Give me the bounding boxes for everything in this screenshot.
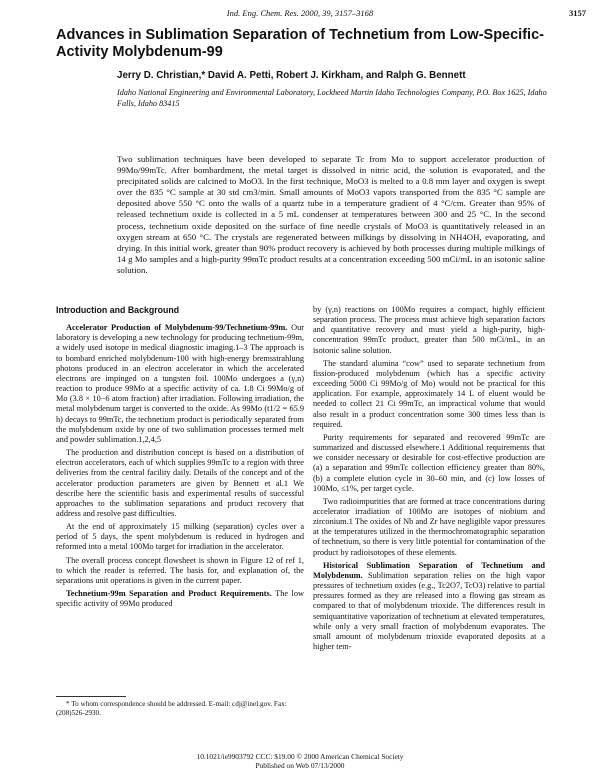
left-column [56, 305, 304, 612]
paragraph: Purity requirements for separated and recovered 99mTc are summarized and discussed elsewhere.1 Additional requirements that we consider necessary or desirable for cost-effective production are (a) a separation and 99mTc collection efficiency greater than 80%, (b) a complete elution cycle in 30–60 min, and (c) low losses of 100Mo, ≤1%, per target cycle. [313, 432, 545, 493]
paragraph: At the end of approximately 15 milking (separation) cycles over a period of 5 days, the spent molybdenum is reduced in hydrogen and reformed into a metal 100Mo target for irradiation in the accelerator. [56, 522, 304, 552]
paragraph: The standard alumina “cow” used to separate technetium from fission-produced molybdenum (which has a specific activity exceeding 5000 Ci 99Mo/g of Mo) would not be practical for this application. For example, approximately 14 L of eluent would be needed to collect 21 Ci 99mTc, an impractical volume that would also result in a product concentration some 300 times less than is required. [313, 358, 545, 429]
page-number: 3157 [569, 8, 586, 18]
paragraph-text: The low specific activity of 99Mo produced [56, 589, 304, 609]
paragraph: The production and distribution concept is based on a distribution of electron accelerators, each of which supplies 99mTc to a region with three deliveries from the central facility daily. Details of the concept and of the accelerator production parameters are given by Bennett et al.1 We describe here the scientific basis and experimental results of successful approaches to the sublimation separations and product recovery that address and resolve past difficulties. [56, 448, 304, 518]
publication-date: Published on Web 07/13/2000 [255, 761, 345, 770]
section-heading: Introduction and Background [56, 305, 180, 315]
article-title: Advances in Sublimation Separation of Technetium from Low-Specific-Activity Molybdenum-99 [56, 27, 544, 60]
footnote-divider [56, 696, 126, 697]
paragraph: by (γ,n) reactions on 100Mo requires a compact, highly efficient separation process. The process must achieve high separation factors and quantitative recovery and must yield a high-purity, high-concentration 99mTc product, greater than 500 mCi/mL, in an isotonic saline solution. [313, 305, 545, 355]
abstract: Two sublimation techniques have been developed to separate Tc from Mo to support accelerator production of 99Mo/99mTc. After bombardment, the metal target is dissolved in nitric acid, the solution is evaporated, and the precipitated solids are calcined to MoO3. In the first technique, MoO3 is melted to a 0.8 mm layer and oxygen is swept over the 835 °C sample at 30 std cm3/min. Small amounts of MoO3 vapors transported from the 835 °C sample are deposited above 550 °C onto the walls of a quartz tube in a temperature gradient of 4 °C/cm. Greater than 95% of released technetium oxide is collected in a 5 mL condenser at temperatures between 300 and 25 °C. In the second process, technetium oxide deposited on the surface of fine needle crystals of MoO3 is quantitatively released in an oxygen stream at 650 °C. The crystals are regenerated between milkings by dissolving in NH4OH, evaporating, and drying. In this initial work, greater than 90% product recovery is achieved by both processes during multiple milkings of 14 g Mo samples and a high-purity 99mTc product results at a concentration exceeding 500 mCi/mL in an isotonic saline solution. [117, 154, 545, 275]
run-in-heading: Accelerator Production of Molybdenum-99/Technetium-99m. [66, 323, 288, 333]
paragraph [313, 561, 545, 652]
paragraph: The overall process concept flowsheet is shown in Figure 12 of ref 1, to which the reader is referred. The basis for, and explanation of, the separations unit operations is given in the current paper. [56, 555, 304, 585]
run-in-heading: Historical Sublimation Separation of Technetium and Molybdenum. [313, 560, 545, 580]
correspondence-footnote: * To whom correspondence should be addressed. E-mail: cdj@inel.gov. Fax: (208)526-2930. [56, 700, 287, 717]
right-column [313, 305, 545, 655]
run-in-heading: Technetium-99m Separation and Product Requirements. [66, 589, 272, 599]
paragraph [56, 323, 304, 445]
paragraph: Two radioimpurities that are formed at trace concentrations during accelerator irradiation of 100Mo are isotopes of niobium and zirconium.1 The oxides of Nb and Zr have negligible vapor pressures at the temperatures utilized in the thermochromatographic separation of technetium, so there is very little potential for contamination of the product by radioisotopes of these elements. [313, 496, 545, 557]
paragraph [56, 589, 304, 609]
journal-citation: Ind. Eng. Chem. Res. 2000, 39, 3157–3168 [226, 8, 374, 18]
paragraph-text: Our laboratory is developing a new technology for producing technetium-99m, a widely used isotope in medical diagnostic imaging.1–3 The approach is to bombard enriched molybdenum-100 with high-energy bremsstrahlung photons produced in an electron accelerator in which the accelerated electrons are impinged on a tungsten foil. 100Mo undergoes a (γ,n) reaction to produce 99Mo at a specific activity of ca. 1.8 Ci 99Mo/g of Mo (3.8 × 10−6 atom fraction) after irradiation. Following irradiation, the metal molybdenum target is converted to the oxide. As 99Mo (t1/2 = 65.9 h) decays to 99mTc, the technetium product is periodically separated from the molybdenum oxide by one of two sublimation processes termed melt and powder sublimation.1,2,4,5 [56, 323, 304, 444]
affiliation: Idaho National Engineering and Environmental Laboratory, Lockheed Martin Idaho Technologies Company, P.O. Box 1625, Idaho Falls, Idaho 83415 [117, 88, 547, 108]
author-list: Jerry D. Christian,* David A. Petti, Robert J. Kirkham, and Ralph G. Bennett [117, 70, 466, 81]
paragraph-text: Sublimation separation relies on the high vapor pressures of technetium oxides (e.g., Tc2O7, TcO3) relative to partial pressures formed as they are released into a flowing gas stream as compared to that of molybdenum trioxide. The differences result in semiquantitative vaporization of technetium at elevated temperatures, while only a very small fraction of molybdenum evaporates. The small amount of molybdenum trioxide evaporated deposits at a higher tem- [313, 570, 545, 651]
doi-line: 10.1021/ie9903792 CCC: $19.00 © 2000 American Chemical Society [196, 752, 404, 761]
